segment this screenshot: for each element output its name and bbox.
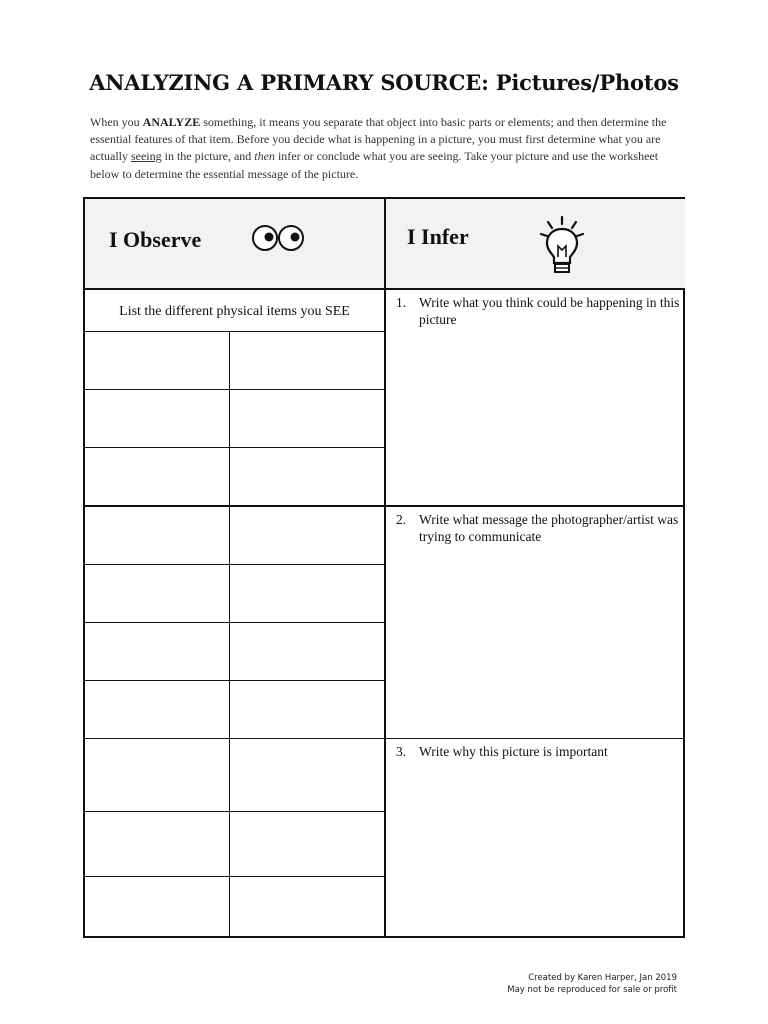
- question-text: Write why this picture is important: [419, 744, 608, 759]
- footer-credit: [507, 972, 677, 996]
- observe-cell[interactable]: [230, 332, 384, 389]
- observe-cell[interactable]: [230, 877, 384, 936]
- observe-grid: [85, 332, 384, 936]
- observe-cell[interactable]: [85, 448, 230, 505]
- eyes-icon: [251, 223, 307, 257]
- observe-row: [85, 623, 384, 681]
- observe-cell[interactable]: [85, 623, 230, 680]
- observe-cell[interactable]: [85, 681, 230, 738]
- intro-text-4: infer or conclude what you are seeing. Take your picture and use the worksheet below to determine the essential message of the picture.: [90, 149, 659, 181]
- infer-header: [385, 199, 685, 290]
- intro-text-3: in the picture, and: [161, 149, 255, 164]
- observe-row: [85, 390, 384, 448]
- observe-cell[interactable]: [85, 812, 230, 876]
- observe-header: [85, 199, 385, 290]
- question-number: 3.: [396, 744, 407, 759]
- infer-label: I Infer: [407, 224, 469, 249]
- footer-line-1: Created by Karen Harper, Jan 2019: [528, 973, 677, 983]
- observe-cell[interactable]: [85, 877, 230, 936]
- intro-italic-word: then: [254, 149, 275, 164]
- infer-question-2[interactable]: [386, 507, 685, 738]
- observe-row: [85, 812, 384, 877]
- observe-row: [85, 681, 384, 739]
- observe-cell[interactable]: [85, 565, 230, 622]
- intro-text-2: something, it means you separate that object into basic parts or elements; and then determine the essential features of that item. Before you decide what is happening in a picture, you must first determine what you are actually: [90, 115, 667, 164]
- intro-bold-word: ANALYZE: [142, 115, 201, 129]
- observe-cell[interactable]: [230, 739, 384, 811]
- worksheet-table: [83, 197, 685, 938]
- observe-cell[interactable]: [230, 812, 384, 876]
- observe-row: [85, 507, 384, 565]
- question-text: Write what message the photographer/artist was trying to communicate: [419, 512, 679, 544]
- observe-row: [85, 448, 384, 507]
- intro-underlined-word: seeing: [130, 149, 162, 164]
- question-number: 1.: [396, 295, 407, 310]
- infer-question-1[interactable]: [386, 290, 685, 505]
- observe-cell[interactable]: [230, 623, 384, 680]
- intro-text-1: When you: [90, 115, 143, 129]
- observe-cell[interactable]: [85, 739, 230, 811]
- observe-cell[interactable]: [230, 448, 384, 505]
- observe-cell[interactable]: [85, 390, 230, 447]
- observe-row: [85, 877, 384, 936]
- infer-question-3[interactable]: [386, 739, 685, 936]
- page-title: ANALYZING A PRIMARY SOURCE: Pictures/Photos: [89, 70, 679, 95]
- observe-cell[interactable]: [230, 390, 384, 447]
- intro-paragraph: [90, 114, 684, 183]
- question-text: Write what you think could be happening in this picture: [419, 295, 680, 327]
- footer-line-2: May not be reproduced for sale or profit: [507, 985, 677, 995]
- lightbulb-icon: [539, 215, 585, 281]
- observe-cell[interactable]: [230, 507, 384, 564]
- observe-cell[interactable]: [85, 507, 230, 564]
- observe-list-header: List the different physical items you SEE: [85, 292, 384, 332]
- observe-row: [85, 565, 384, 623]
- observe-cell[interactable]: [85, 332, 230, 389]
- observe-cell[interactable]: [230, 565, 384, 622]
- observe-label: I Observe: [109, 227, 202, 252]
- observe-row: [85, 332, 384, 390]
- observe-row: [85, 739, 384, 812]
- question-number: 2.: [396, 512, 407, 527]
- observe-cell[interactable]: [230, 681, 384, 738]
